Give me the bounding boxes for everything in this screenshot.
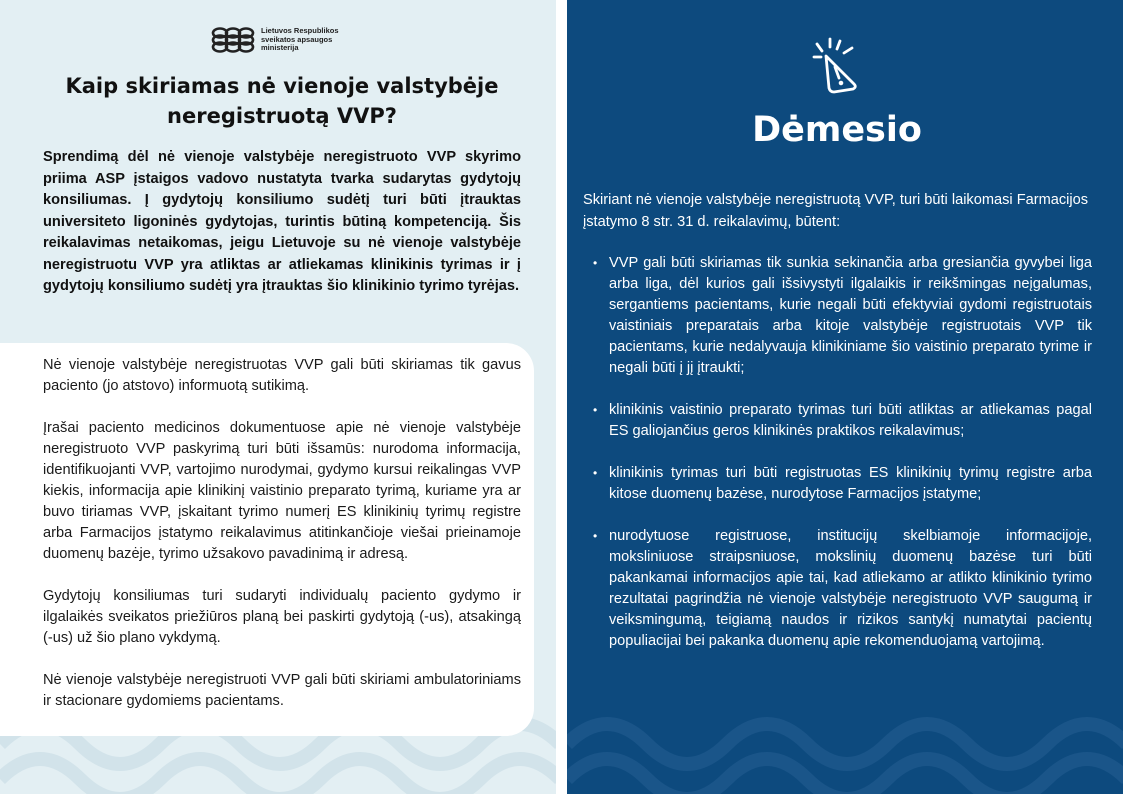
requirements-list [593, 253, 1092, 673]
chain-links-logo-icon [211, 26, 255, 54]
right-intro: Skiriant nė vienoje valstybėje neregistruotą VVP, turi būti laikomasi Farmacijos įstatymo 8 str. 31 d. reikalavimų, būtent: [583, 192, 1089, 230]
card-paragraph: Gydytojų konsiliumas turi sudaryti individualų paciento gydymo ir ilgalaikės sveikatos priežiūros planą bei paskirti gydytoją (-us), atsakingą (-us) už šio plano vykdymą. [43, 588, 521, 646]
logo-line-3: ministerija [261, 43, 299, 53]
panel-divider [556, 0, 567, 794]
list-item: • klinikinis vaistinio preparato tyrimas turi būti atliktas ar atliekamas pagal ES galiojančius geros klinikinės praktikos reikalavimus; [593, 400, 1092, 442]
logo-text [261, 27, 351, 53]
list-item: • klinikinis tyrimas turi būti registruotas ES klinikinių tyrimų registre arba kitose duomenų bazėse, nurodytose Farmacijos įstatyme; [593, 463, 1092, 505]
warning-triangle-icon [808, 36, 864, 94]
list-item: • VVP gali būti skiriamas tik sunkia sekinančia arba gresiančia gyvybei liga arba liga, dėl kurios gali išsivystyti ilgalaikis ir reikšmingas neįgalumas, sergantiems pacientams, kurie negali būti efektyviai gydomi registruotais vaistiniais preparatais arba kitoje valstybėje registruotais VVP tik pacientams, kurie nedalyvauja klinikiniame šio vaistinio preparato tyrime ir negali būti į jį įtraukti; [593, 253, 1092, 379]
card-paragraph: Nė vienoje valstybėje neregistruotas VVP gali būti skiriamas tik gavus paciento (jo atstovo) informuotą sutikimą. [43, 357, 521, 394]
right-title: Dėmesio [752, 110, 922, 150]
logo-line-2: sveikatos apsaugos [261, 34, 333, 44]
list-item: • nurodytuose registruose, institucijų skelbiamoje informacijoje, moksliniuose straipsniuose, mokslinių duomenų bazėse turi būti pakankamai informacijos apie tai, kad atliekamo ar atlikto klinikinio tyrimo rezultatai pagrindžia nė vienoje valstybėje neregistruoto VVP saugumą ir veiksmingumą, teigiamą naudos ir rizikos santykį numatytai pacientų populiacijai bei pakanka duomenų apie rekomenduojamą vartojimą. [593, 526, 1092, 652]
card-paragraph: Nė vienoje valstybėje neregistruoti VVP gali būti skiriami ambulatoriniams ir stacionare gydomiems pacientams. [43, 672, 521, 709]
ministry-logo [211, 25, 351, 55]
card-text [43, 355, 521, 733]
logo-line-1: Lietuvos Respublikos [261, 26, 339, 36]
intro-paragraph: Sprendimą dėl nė vienoje valstybėje neregistruoto VVP skyrimo priima ASP įstaigos vadovo nustatyta tvarka sudarytas gydytojų konsiliumas. Į gydytojų konsiliumo sudėtį turi būti įtrauktas universiteto ligoninės gydytojas, turintis būtiną kompetenciją. Šis reikalavimas netaikomas, jeigu Lietuvoje su nė vienoje valstybėje neregistruotu VVP yra atliktas ar atliekamas klinikinis tyrimas ir į gydytojų konsiliumo sudėtį yra įtrauktas šio klinikinio tyrimo tyrėjas. [43, 149, 521, 294]
card-paragraph: Įrašai paciento medicinos dokumentuose apie nė vienoje valstybėje neregistruoto VVP paskyrimą turi būti išsamūs: nurodoma informacija, identifikuojanti VVP, vartojimo nurodymai, gydymo kursui reikalingas VVP kiekis, informacija apie klinikinį vaistinio preparato tyrimą, kuriame yra ar buvo tiriamas VVP, įskaitant tyrimo numerį ES klinikinių tyrimų registre arba Farmacijos įstatymo reikalavimus atitinkančioje viešai prieinamoje duomenų bazėje, tyrimo užsakovo pavadinimą ir adresą. [43, 420, 521, 562]
left-title: Kaip skiriamas nė vienoje valstybėje neregistruotą VVP? [65, 74, 499, 128]
chain-pattern-decoration [567, 684, 1123, 794]
